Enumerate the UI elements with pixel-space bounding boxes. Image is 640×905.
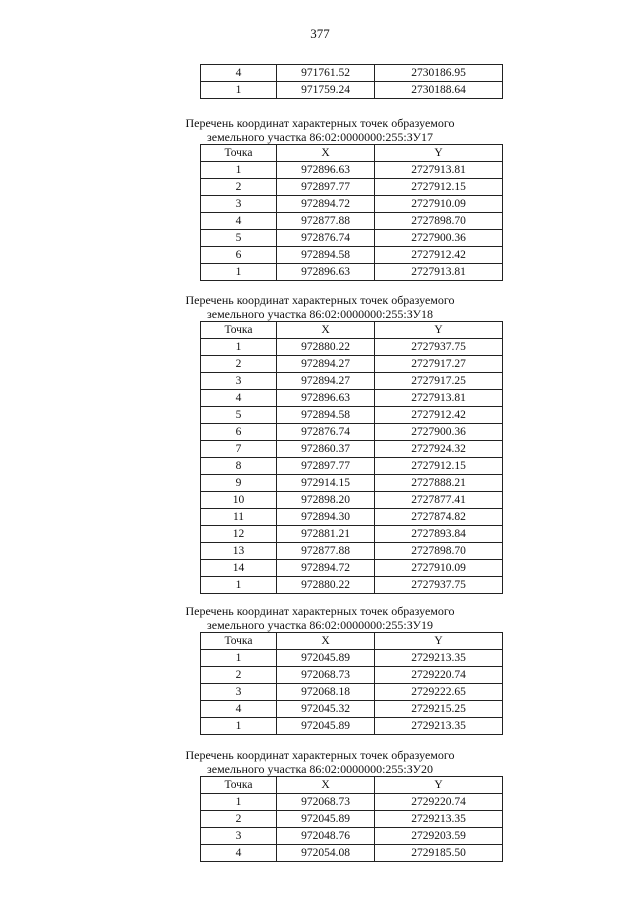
y-cell: 2727912.15: [375, 458, 503, 475]
point-cell: 4: [201, 65, 277, 82]
table-row: [201, 230, 503, 247]
x-cell: 972894.27: [277, 356, 375, 373]
coordinates-block-zu19: [0, 604, 640, 735]
table-row: [201, 213, 503, 230]
table-caption-line2: земельного участка 86:02:0000000:255:ЗУ18: [207, 307, 433, 321]
table-caption-line1: Перечень координат характерных точек образуемого: [185, 748, 455, 762]
table-caption-line1: Перечень координат характерных точек образуемого: [185, 604, 455, 618]
point-cell: 3: [201, 373, 277, 390]
x-cell: 972068.73: [277, 794, 375, 811]
coordinates-table: [200, 632, 503, 735]
point-cell: 1: [201, 162, 277, 179]
coordinates-table: [200, 776, 503, 862]
y-cell: 2727877.41: [375, 492, 503, 509]
point-cell: 2: [201, 356, 277, 373]
point-cell: 1: [201, 718, 277, 735]
y-cell: 2727910.09: [375, 196, 503, 213]
table-row: [201, 684, 503, 701]
header-y: Y: [375, 322, 503, 339]
table-row: [201, 162, 503, 179]
table-row: [201, 811, 503, 828]
table-row: [201, 543, 503, 560]
y-cell: 2727874.82: [375, 509, 503, 526]
x-cell: 972894.27: [277, 373, 375, 390]
x-cell: 972898.20: [277, 492, 375, 509]
header-x: X: [277, 322, 375, 339]
point-cell: 3: [201, 828, 277, 845]
table-row: [201, 264, 503, 281]
point-cell: 13: [201, 543, 277, 560]
y-cell: 2727917.27: [375, 356, 503, 373]
y-cell: 2730188.64: [375, 82, 503, 99]
point-cell: 12: [201, 526, 277, 543]
x-cell: 972054.08: [277, 845, 375, 862]
table-caption-line1: Перечень координат характерных точек образуемого: [185, 116, 455, 130]
point-cell: 1: [201, 264, 277, 281]
table-row: [201, 82, 503, 99]
y-cell: 2727912.15: [375, 179, 503, 196]
x-cell: 972897.77: [277, 179, 375, 196]
x-cell: 972876.74: [277, 230, 375, 247]
table-row: [201, 65, 503, 82]
point-cell: 3: [201, 684, 277, 701]
table-row: [201, 701, 503, 718]
header-y: Y: [375, 145, 503, 162]
x-cell: 972896.63: [277, 162, 375, 179]
header-x: X: [277, 633, 375, 650]
x-cell: 972897.77: [277, 458, 375, 475]
y-cell: 2727910.09: [375, 560, 503, 577]
x-cell: 972860.37: [277, 441, 375, 458]
table-row: [201, 828, 503, 845]
table-header-row: [201, 145, 503, 162]
y-cell: 2729222.65: [375, 684, 503, 701]
x-cell: 972880.22: [277, 339, 375, 356]
table-row: [201, 458, 503, 475]
x-cell: 972894.58: [277, 407, 375, 424]
point-cell: 1: [201, 82, 277, 99]
table-row: [201, 560, 503, 577]
y-cell: 2729213.35: [375, 718, 503, 735]
x-cell: 972877.88: [277, 213, 375, 230]
x-cell: 972881.21: [277, 526, 375, 543]
coordinates-block-zu17: [0, 116, 640, 281]
x-cell: 972896.63: [277, 390, 375, 407]
x-cell: 972068.18: [277, 684, 375, 701]
y-cell: 2727898.70: [375, 543, 503, 560]
point-cell: 5: [201, 407, 277, 424]
table-row: [201, 794, 503, 811]
table-row: [201, 577, 503, 594]
x-cell: 972045.32: [277, 701, 375, 718]
point-cell: 2: [201, 179, 277, 196]
point-cell: 11: [201, 509, 277, 526]
y-cell: 2727900.36: [375, 230, 503, 247]
y-cell: 2727912.42: [375, 407, 503, 424]
x-cell: 972880.22: [277, 577, 375, 594]
point-cell: 1: [201, 577, 277, 594]
y-cell: 2729213.35: [375, 811, 503, 828]
y-cell: 2729215.25: [375, 701, 503, 718]
table-row: [201, 407, 503, 424]
point-cell: 3: [201, 196, 277, 213]
header-point: Точка: [201, 777, 277, 794]
header-point: Точка: [201, 322, 277, 339]
point-cell: 2: [201, 667, 277, 684]
table-row: [201, 339, 503, 356]
y-cell: 2727898.70: [375, 213, 503, 230]
x-cell: 972068.73: [277, 667, 375, 684]
point-cell: 14: [201, 560, 277, 577]
point-cell: 1: [201, 339, 277, 356]
table-header-row: [201, 633, 503, 650]
table-header-row: [201, 322, 503, 339]
point-cell: 8: [201, 458, 277, 475]
y-cell: 2727917.25: [375, 373, 503, 390]
point-cell: 4: [201, 845, 277, 862]
table-row: [201, 650, 503, 667]
table-caption-line2: земельного участка 86:02:0000000:255:ЗУ20: [207, 762, 433, 776]
coordinates-table: [200, 144, 503, 281]
x-cell: 972048.76: [277, 828, 375, 845]
point-cell: 1: [201, 794, 277, 811]
page-number: 377: [310, 26, 330, 41]
header-point: Точка: [201, 145, 277, 162]
y-cell: 2729213.35: [375, 650, 503, 667]
x-cell: 972894.72: [277, 560, 375, 577]
table-row: [201, 845, 503, 862]
y-cell: 2730186.95: [375, 65, 503, 82]
x-cell: 972045.89: [277, 650, 375, 667]
x-cell: 972876.74: [277, 424, 375, 441]
table-row: [201, 526, 503, 543]
table-header-row: [201, 777, 503, 794]
table-row: [201, 424, 503, 441]
point-cell: 7: [201, 441, 277, 458]
y-cell: 2729203.59: [375, 828, 503, 845]
table-row: [201, 492, 503, 509]
table-row: [201, 356, 503, 373]
point-cell: 1: [201, 650, 277, 667]
header-x: X: [277, 777, 375, 794]
point-cell: 6: [201, 424, 277, 441]
table-row: [201, 179, 503, 196]
header-y: Y: [375, 633, 503, 650]
table-caption-line2: земельного участка 86:02:0000000:255:ЗУ17: [207, 130, 433, 144]
y-cell: 2727893.84: [375, 526, 503, 543]
y-cell: 2729220.74: [375, 794, 503, 811]
x-cell: 972877.88: [277, 543, 375, 560]
table-row: [201, 196, 503, 213]
table-row: [201, 390, 503, 407]
header-y: Y: [375, 777, 503, 794]
point-cell: 9: [201, 475, 277, 492]
point-cell: 5: [201, 230, 277, 247]
x-cell: 972914.15: [277, 475, 375, 492]
x-cell: 972894.72: [277, 196, 375, 213]
x-cell: 972894.30: [277, 509, 375, 526]
y-cell: 2727913.81: [375, 162, 503, 179]
x-cell: 972045.89: [277, 811, 375, 828]
x-cell: 971759.24: [277, 82, 375, 99]
point-cell: 4: [201, 701, 277, 718]
point-cell: 2: [201, 811, 277, 828]
coordinates-table: [200, 321, 503, 594]
coordinates-block-zu18: [0, 293, 640, 594]
table-row: [201, 373, 503, 390]
y-cell: 2727924.32: [375, 441, 503, 458]
y-cell: 2727913.81: [375, 264, 503, 281]
point-cell: 10: [201, 492, 277, 509]
point-cell: 6: [201, 247, 277, 264]
header-x: X: [277, 145, 375, 162]
table-caption-line1: Перечень координат характерных точек образуемого: [185, 293, 455, 307]
x-cell: 972896.63: [277, 264, 375, 281]
coordinates-block-zu20: [0, 748, 640, 862]
y-cell: 2729220.74: [375, 667, 503, 684]
table-row: [201, 247, 503, 264]
continued-coordinates-table: [200, 64, 503, 99]
y-cell: 2727913.81: [375, 390, 503, 407]
table-row: [201, 475, 503, 492]
y-cell: 2727888.21: [375, 475, 503, 492]
y-cell: 2727912.42: [375, 247, 503, 264]
table-row: [201, 509, 503, 526]
header-point: Точка: [201, 633, 277, 650]
y-cell: 2727937.75: [375, 577, 503, 594]
continued-table-block: [0, 64, 640, 99]
point-cell: 4: [201, 213, 277, 230]
table-row: [201, 441, 503, 458]
y-cell: 2727900.36: [375, 424, 503, 441]
y-cell: 2729185.50: [375, 845, 503, 862]
y-cell: 2727937.75: [375, 339, 503, 356]
table-caption-line2: земельного участка 86:02:0000000:255:ЗУ19: [207, 618, 433, 632]
x-cell: 972045.89: [277, 718, 375, 735]
point-cell: 4: [201, 390, 277, 407]
x-cell: 971761.52: [277, 65, 375, 82]
x-cell: 972894.58: [277, 247, 375, 264]
table-row: [201, 718, 503, 735]
table-row: [201, 667, 503, 684]
